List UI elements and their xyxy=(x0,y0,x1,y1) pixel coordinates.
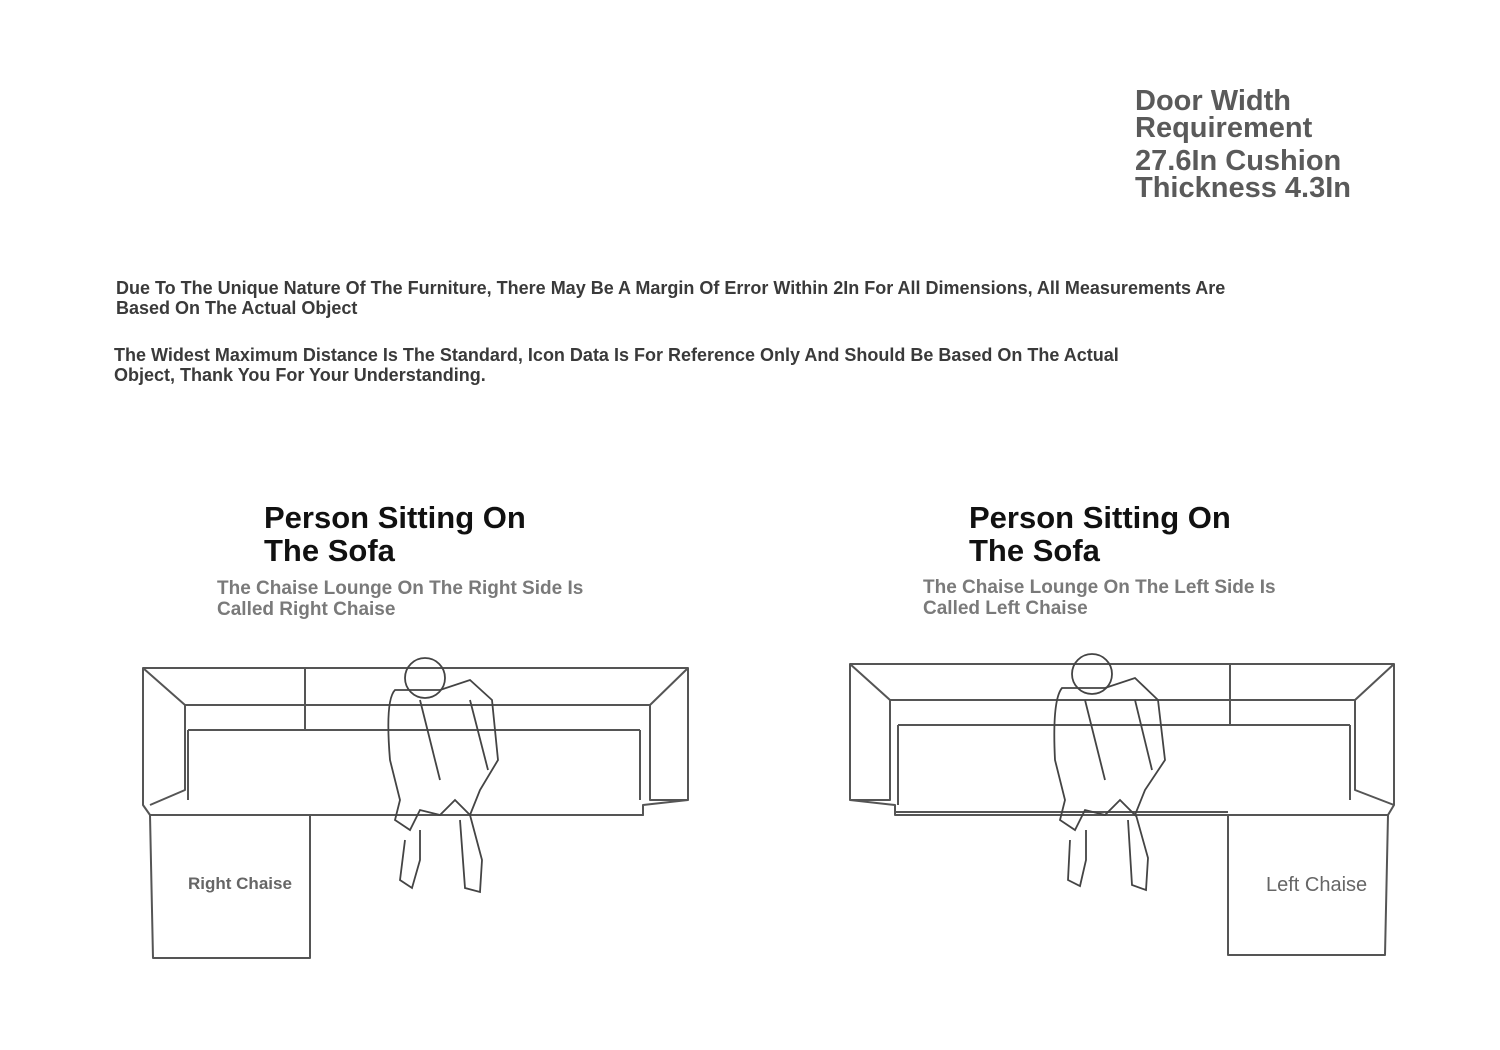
right-chaise-label: Right Chaise xyxy=(188,874,292,893)
left-chaise-label: Left Chaise xyxy=(1266,874,1368,896)
left-chaise-subtitle: The Chaise Lounge On The Left Side Is Called Left Chaise xyxy=(923,577,1276,619)
door-width-info xyxy=(1135,85,1415,204)
door-width-title: Door Width Requirement xyxy=(1135,85,1313,144)
door-width-value: 27.6In Cushion Thickness 4.3In xyxy=(1135,145,1351,204)
left-chaise-heading: Person Sitting On The Sofa xyxy=(969,500,1231,568)
margin-of-error-note: Due To The Unique Nature Of The Furniture, There May Be A Margin Of Error Within 2In For All Dimensions, All Measurements Are Based On The Actual Object xyxy=(116,278,1226,318)
right-chaise-subtitle: The Chaise Lounge On The Right Side Is Called Right Chaise xyxy=(217,578,584,620)
sitting-person-figure xyxy=(1054,654,1165,890)
sitting-person-figure xyxy=(388,658,498,892)
widest-distance-note: The Widest Maximum Distance Is The Standard, Icon Data Is For Reference Only And Should Be Based On The Actual Object, Thank You For Your Understanding. xyxy=(114,345,1119,385)
right-chaise-heading: Person Sitting On The Sofa xyxy=(264,500,526,568)
